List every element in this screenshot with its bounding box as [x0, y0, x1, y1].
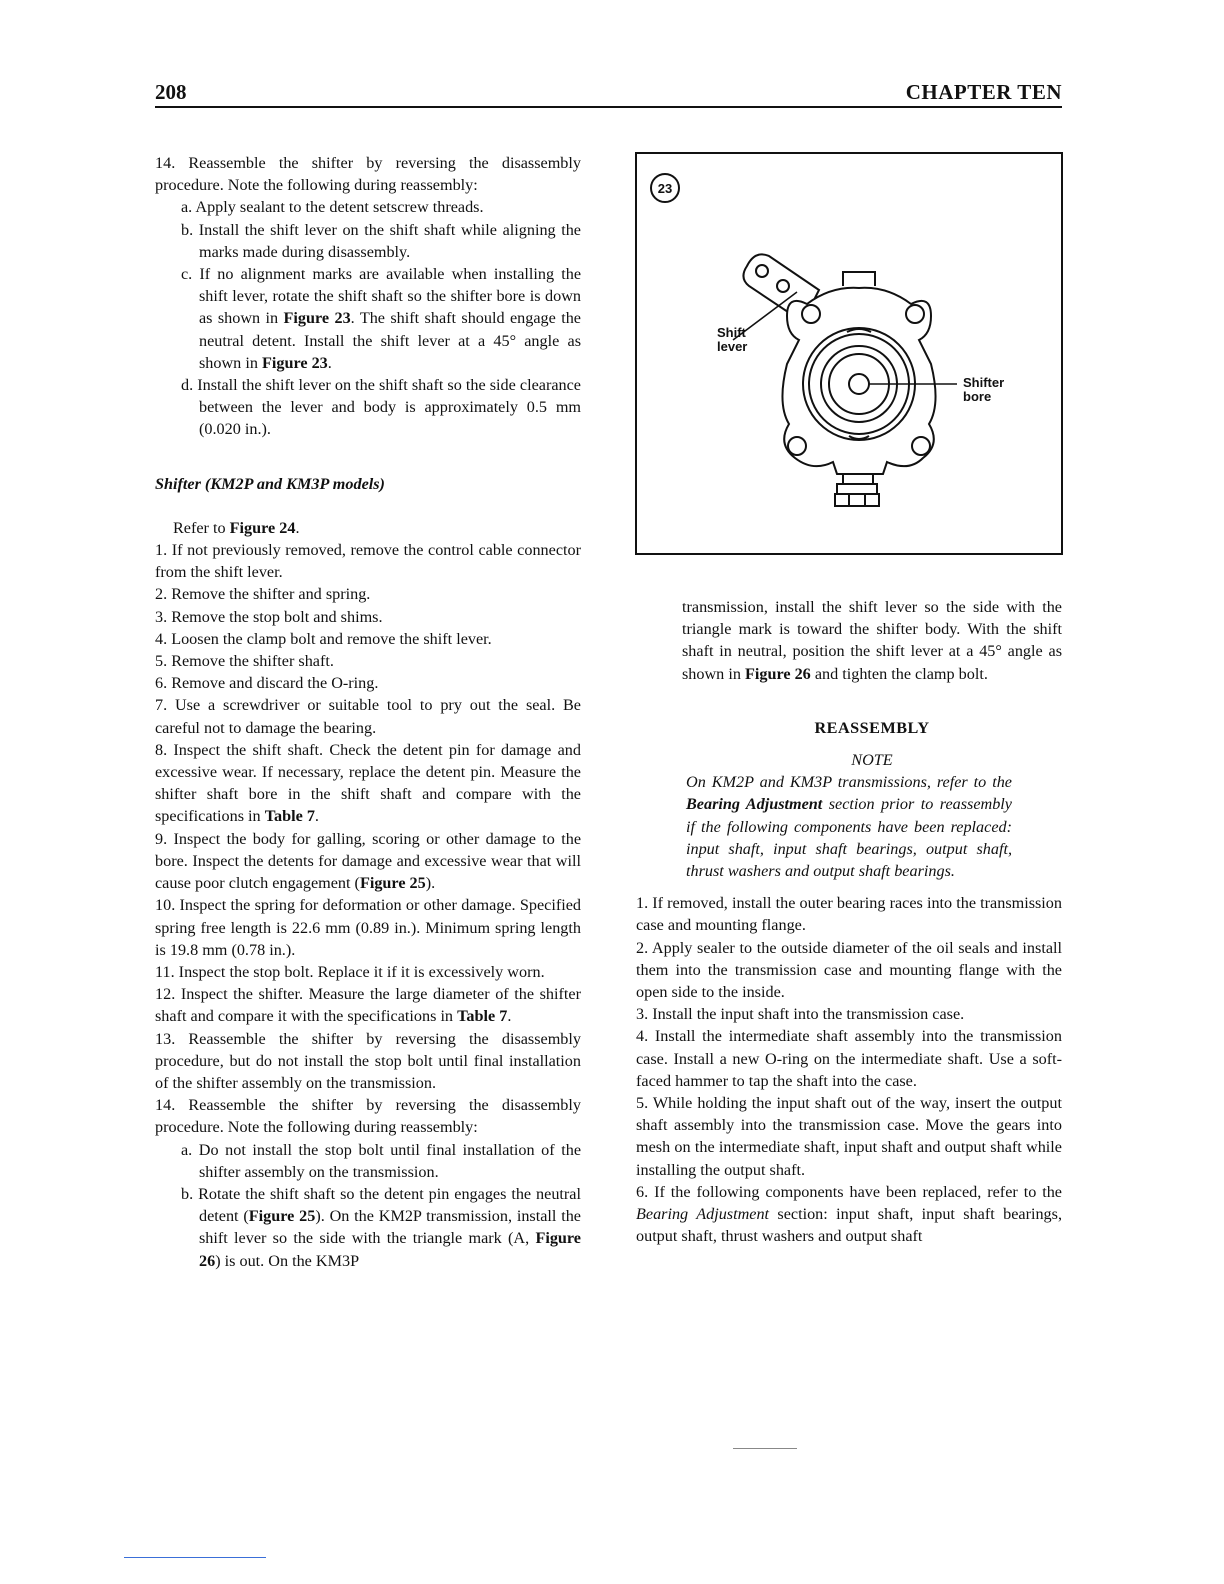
list-item: b. Install the shift lever on the shift shaft while aligning the marks made during disassembly.: [181, 220, 581, 261]
list-item: 3. Remove the stop bolt and shims.: [155, 607, 383, 626]
list-item: 2. Apply sealer to the outside diameter of the oil seals and install them into the transmission case and mounting flange with the open side to the inside.: [636, 938, 1062, 1002]
right-column: [636, 596, 1062, 1247]
figure-number-badge: 23: [650, 173, 680, 203]
list-item: 4. Loosen the clamp bolt and remove the shift lever.: [155, 629, 492, 648]
paragraph: Refer to Figure 24.: [173, 518, 300, 537]
list-item: 4. Install the intermediate shaft assembly into the transmission case. Install a new O-ring on the intermediate shaft. Use a soft-faced hammer to tap the shaft into the case.: [636, 1027, 1062, 1090]
list-item: b. Rotate the shift shaft so the detent pin engages the neutral detent (Figure 25). On the KM2P transmission, install the shift lever so the side with the triangle mark (A, Figure 26) is out. On the KM3P: [181, 1184, 581, 1270]
note-heading: NOTE: [851, 751, 893, 770]
list-item: 11. Inspect the stop bolt. Replace it if it is excessively worn.: [155, 962, 545, 981]
list-item: 7. Use a screwdriver or suitable tool to pry out the seal. Be careful not to damage the bearing.: [155, 696, 581, 737]
list-item: 14. Reassemble the shifter by reversing the disassembly procedure. Note the following during reassembly:: [155, 1096, 581, 1137]
chapter-title: CHAPTER TEN: [905, 80, 1062, 104]
list-item: c. If no alignment marks are available when installing the shift lever, rotate the shift shaft so the shifter bore is down as shown in Figure 23. The shift shaft should engage the neutral detent. Install the shift lever at a 45° angle as shown in Figure 23.: [181, 265, 581, 372]
left-column: [155, 152, 581, 1272]
shifter-diagram: [637, 154, 1061, 553]
list-item: 9. Inspect the body for galling, scoring or other damage to the bore. Inspect the detents for damage and excessive wear that will cause poor clutch engagement (Figure 25).: [155, 829, 581, 893]
scan-artifact-line: [124, 1557, 266, 1558]
list-item: 1. If removed, install the outer bearing races into the transmission case and mounting flange.: [636, 894, 1062, 935]
paragraph: 14. Reassemble the shifter by reversing the disassembly procedure. Note the following during reassembly:: [155, 154, 581, 195]
list-item: 3. Install the input shaft into the transmission case.: [636, 1005, 965, 1024]
list-item: a. Do not install the stop bolt until final installation of the shifter assembly on the transmission.: [181, 1140, 581, 1181]
list-item: 2. Remove the shifter and spring.: [155, 585, 371, 604]
page-number: 208: [155, 80, 187, 104]
figure-23: [635, 152, 1063, 555]
list-item: d. Install the shift lever on the shift shaft so the side clearance between the lever and body is approximately 0.5 mm (0.020 in.).: [181, 376, 581, 439]
section-heading: Shifter (KM2P and KM3P models): [155, 474, 385, 493]
list-item: 10. Inspect the spring for deformation or other damage. Specified spring free length is 22.6 mm (0.89 in.). Minimum spring length is 19.8 mm (0.78 in.).: [155, 896, 581, 959]
page-header: [155, 80, 1062, 108]
continued-paragraph: transmission, install the shift lever so the side with the triangle mark is toward the shifter body. With the shift shaft in neutral, position the shift lever at a 45° angle as shown in Figure 26 and tighten the clamp bolt.: [682, 598, 1062, 683]
callout-shifter-bore: Shifter bore: [963, 375, 1005, 404]
list-item: 12. Inspect the shifter. Measure the large diameter of the shifter shaft and compare it with the specifications in Table 7.: [155, 985, 581, 1026]
callout-shift-lever: Shift lever: [717, 325, 748, 354]
list-item: a. Apply sealant to the detent setscrew threads.: [181, 198, 484, 217]
note-body: On KM2P and KM3P transmissions, refer to the Bearing Adjustment section prior to reassembly if the following components have been replaced: input shaft, input shaft bearings, output shaft, thrust washers and output shaft bearings.: [686, 773, 1012, 881]
list-item: 5. While holding the input shaft out of the way, insert the output shaft assembly into the transmission case. Move the gears into mesh on the intermediate shaft, input shaft and output shaft while installing the output shaft.: [636, 1094, 1062, 1179]
list-item: 5. Remove the shifter shaft.: [155, 652, 334, 671]
list-item: 6. If the following components have been replaced, refer to the Bearing Adjustment section: input shaft, input shaft bearings, output shaft, thrust washers and output shaft: [636, 1182, 1062, 1246]
section-heading: REASSEMBLY: [814, 718, 930, 737]
list-item: 13. Reassemble the shifter by reversing the disassembly procedure, but do not install the stop bolt until final installation of the shifter assembly on the transmission.: [155, 1029, 581, 1092]
list-item: 1. If not previously removed, remove the control cable connector from the shift lever.: [155, 541, 581, 582]
footer-rule: [733, 1448, 797, 1449]
list-item: 8. Inspect the shift shaft. Check the detent pin for damage and excessive wear. If necessary, replace the detent pin. Measure the shifter shaft bore in the shift shaft and compare with the specifications in Table 7.: [155, 740, 581, 826]
list-item: 6. Remove and discard the O-ring.: [155, 674, 379, 693]
